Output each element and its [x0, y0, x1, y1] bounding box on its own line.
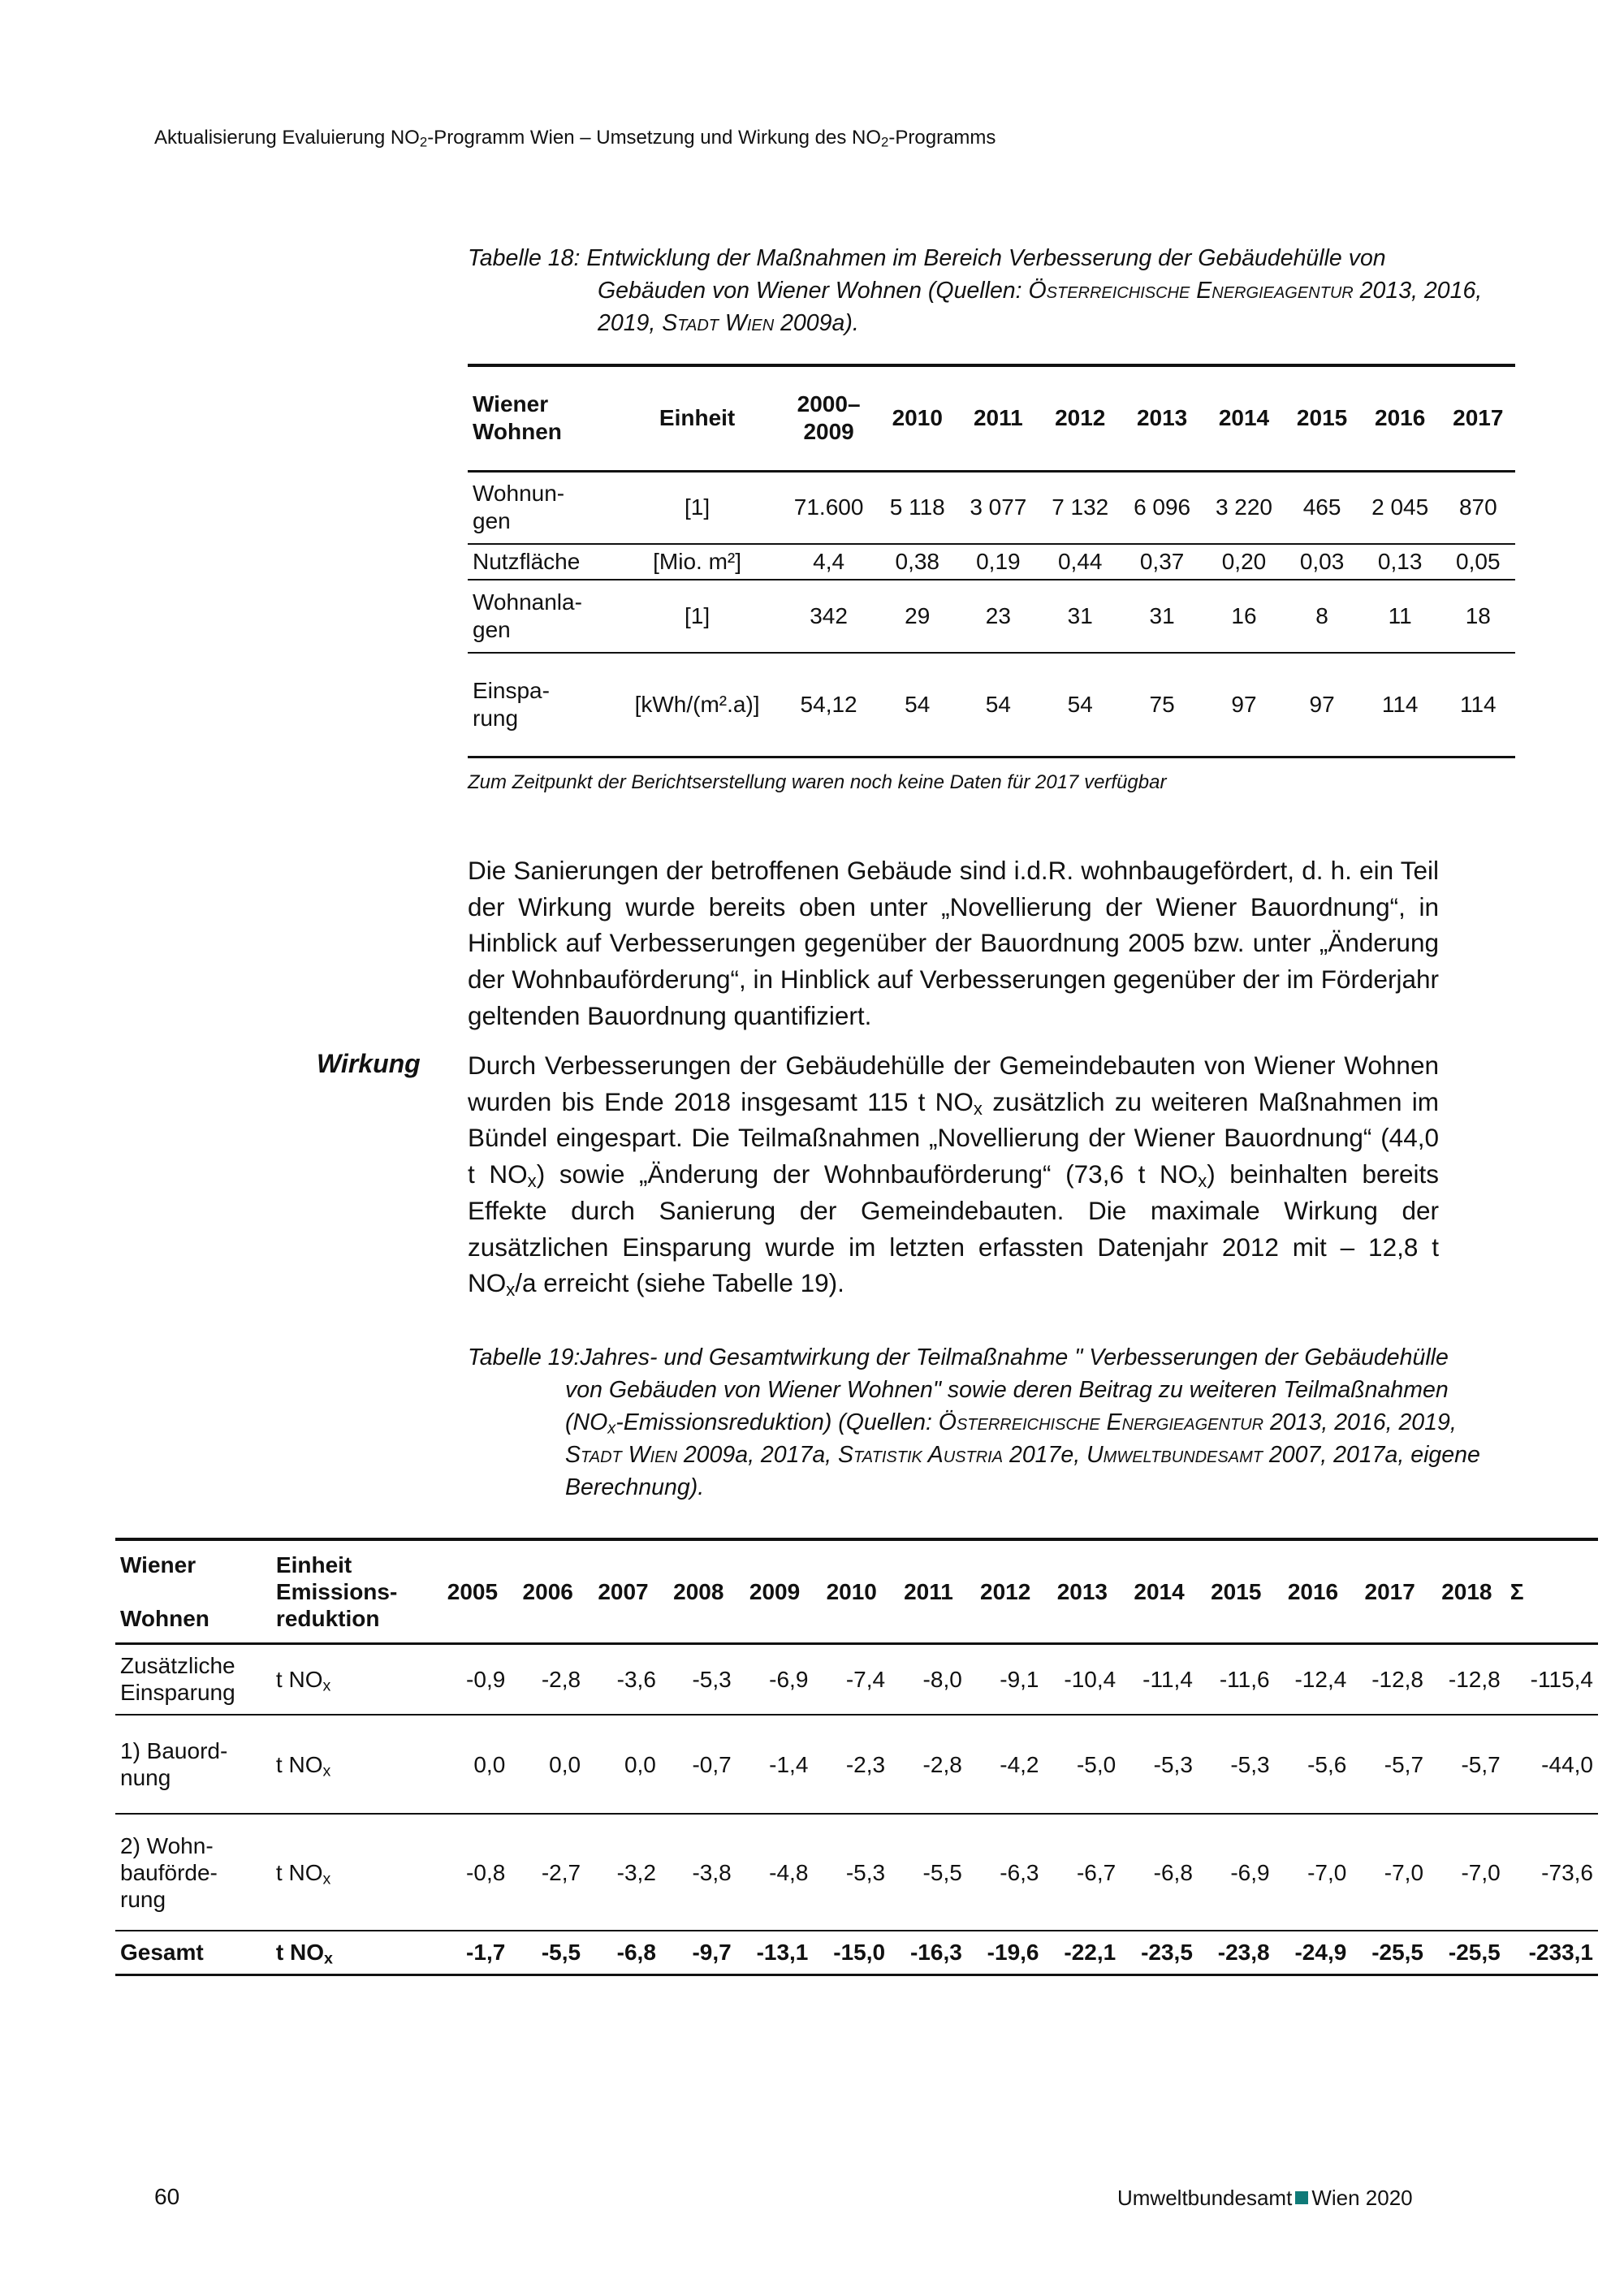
- table19-caption-source-2: Stadt Wien: [565, 1442, 677, 1468]
- table19-cell: -11,4: [1142, 1666, 1193, 1692]
- table18-cell: 54: [1067, 691, 1093, 717]
- table19-cell-sum: -233,1: [1528, 1940, 1593, 1966]
- table19-cell-sum: -115,4: [1530, 1666, 1593, 1692]
- table19-cell: -4,2: [1000, 1751, 1039, 1777]
- para2-sub: x: [1198, 1170, 1207, 1191]
- table19-cell: 0,0: [549, 1751, 581, 1777]
- table18-cell: 114: [1381, 691, 1419, 717]
- table19-caption-source-1: Österreichische Energieagentur: [938, 1409, 1264, 1435]
- table18-cell: 0,05: [1456, 549, 1501, 574]
- table19-cell: -12,4: [1294, 1666, 1347, 1692]
- side-label-wirkung: Wirkung: [317, 1049, 421, 1078]
- table18-head-period-line2: 2009: [803, 419, 854, 445]
- unit-text: t NO: [275, 1751, 323, 1777]
- table19-head-label-line1: Wiener: [120, 1552, 197, 1577]
- para2-text-b: zusätzlich zu weiteren Maßnahmen im Bündel eingespart. Die Teilmaßnahmen „Novellierung der Wiener Bauordnung“ (44,0 t NO: [468, 1086, 1439, 1189]
- row-label-line1: Zusätzliche: [120, 1653, 235, 1679]
- table19-cell: -9,7: [692, 1940, 732, 1966]
- table18-caption-label: Tabelle 18:: [468, 245, 581, 271]
- table18-row: [468, 653, 1515, 757]
- header-part-2: -Programm Wien – Umsetzung und Wirkung des NO: [427, 127, 882, 149]
- table19-cell: -7,4: [845, 1666, 886, 1692]
- table18-cell: 97: [1309, 691, 1335, 717]
- table18-cell-unit: [1]: [685, 494, 710, 520]
- row-label-line1: 2) Wohn-: [120, 1832, 214, 1858]
- table18-cell: 0,44: [1057, 549, 1103, 574]
- table19-cell: -6,7: [1076, 1859, 1116, 1885]
- row-label-line1: Einspa-: [473, 677, 550, 703]
- table19-head-year: 2013: [1056, 1578, 1108, 1604]
- table19-caption-f: 2007, 2017a, eigene Berechnung).: [565, 1442, 1480, 1500]
- paragraph-wirkung: [468, 1047, 1439, 1301]
- table19-cell: 0,0: [473, 1751, 506, 1777]
- table19: [115, 1538, 1598, 1976]
- table18-head-year: 2014: [1218, 405, 1270, 431]
- table19-cell: -9,1: [1000, 1666, 1039, 1692]
- header-sub-2: 2: [881, 134, 889, 150]
- table18-cell-period: 71.600: [793, 494, 864, 520]
- table19-cell: -2,8: [541, 1666, 581, 1692]
- table19-cell-unit: [271, 1931, 435, 1974]
- table18-cell: 97: [1231, 691, 1257, 717]
- table19-cell: -23,8: [1217, 1940, 1270, 1966]
- table18-cell: 0,19: [976, 549, 1021, 574]
- row-label-line2: gen: [473, 508, 511, 534]
- table19-head-year: 2009: [749, 1578, 801, 1604]
- para2-sub: x: [527, 1170, 537, 1191]
- header-part-3: -Programms: [888, 127, 996, 149]
- table19-cell: -1,7: [466, 1940, 506, 1966]
- table19-cell: -6,9: [1230, 1859, 1270, 1885]
- table19-cell: -3,6: [616, 1666, 656, 1692]
- table19-cell: -5,7: [1384, 1751, 1424, 1777]
- table19-caption-c: 2013, 2016, 2019,: [1263, 1409, 1457, 1435]
- table19-cell: -5,3: [1230, 1751, 1270, 1777]
- table19-cell: -12,8: [1371, 1666, 1424, 1692]
- table19-cell: -2,8: [922, 1751, 962, 1777]
- row-label-line2: bauförde-: [120, 1859, 218, 1885]
- table19-cell-unit: [271, 1814, 435, 1931]
- table18-cell: 0,03: [1299, 549, 1345, 574]
- table18-cell: 465: [1302, 494, 1341, 520]
- para2-text-d: ) beinhalten bereits Effekte durch Sanierung der Gemeindebauten. Die maximale Wirkung der zusätzlichen Einsparung wurde im letzten erfassten Datenjahr 2012 mit – 12,8 t NO: [468, 1159, 1440, 1298]
- table19-cell: -4,8: [769, 1859, 809, 1885]
- table18-cell-unit: [1]: [685, 603, 710, 628]
- table19-caption-source-4: Umweltbundesamt: [1086, 1442, 1263, 1468]
- table19-head-year: 2018: [1441, 1578, 1492, 1604]
- table19-cell: -7,0: [1307, 1859, 1347, 1885]
- para2-sub: x: [506, 1280, 516, 1301]
- table18-cell: 31: [1067, 603, 1093, 628]
- table19-cell: -6,8: [1153, 1859, 1193, 1885]
- table19-row: [115, 1814, 1598, 1931]
- footer-publisher: [1117, 2186, 1413, 2211]
- table19-row-label: Gesamt: [120, 1940, 204, 1966]
- table19-cell-unit: [271, 1643, 435, 1715]
- unit-text: t NO: [275, 1940, 325, 1966]
- table19-cell: -16,3: [909, 1940, 962, 1966]
- table18-header-row: [468, 365, 1515, 471]
- table19-cell: -23,5: [1141, 1940, 1193, 1966]
- row-label-line3: rung: [120, 1886, 166, 1912]
- table18-cell: 0,38: [895, 549, 939, 574]
- table19-caption-sub: x: [607, 1419, 616, 1438]
- table18-note: Zum Zeitpunkt der Berichtserstellung waren noch keine Daten für 2017 verfügbar: [468, 771, 1167, 793]
- table18: [468, 364, 1515, 758]
- table19-caption-d: 2009a, 2017a,: [676, 1442, 839, 1468]
- table19-cell: -25,5: [1448, 1940, 1501, 1966]
- table18-caption: [468, 242, 1491, 339]
- table19-row-label: [115, 1643, 271, 1715]
- table18-cell: 3 077: [970, 494, 1027, 520]
- table18-head-label-line1: Wiener: [473, 391, 549, 417]
- table18-cell: 16: [1231, 603, 1257, 628]
- table18-head-label: [468, 365, 615, 471]
- footer-place-year: Wien 2020: [1311, 2186, 1413, 2210]
- table18-cell-period: 4,4: [813, 549, 845, 574]
- table18-row-label: [468, 471, 615, 544]
- unit-sub: x: [322, 1677, 331, 1695]
- page-number: 60: [154, 2184, 180, 2209]
- table19-cell: -5,3: [1153, 1751, 1193, 1777]
- table19-cell: -5,3: [692, 1666, 732, 1692]
- table19-cell: -15,0: [833, 1940, 886, 1966]
- row-label-line1: Wohnanla-: [473, 589, 582, 615]
- table19-cell: -2,7: [541, 1859, 581, 1885]
- header-part-1: Aktualisierung Evaluierung NO: [154, 127, 420, 149]
- row-label-line2: nung: [120, 1765, 171, 1790]
- table19-cell: -22,1: [1064, 1940, 1116, 1966]
- footer-publisher-name: Umweltbundesamt: [1117, 2186, 1293, 2210]
- table18-cell: 54: [985, 691, 1011, 717]
- table19-cell: -5,5: [541, 1940, 581, 1966]
- table19-caption-b: -Emissionsreduktion) (Quellen:: [615, 1409, 939, 1435]
- table19-head-label-line2: Wohnen: [120, 1605, 209, 1631]
- table18-cell: 11: [1388, 603, 1412, 628]
- table19-cell: -12,8: [1448, 1666, 1501, 1692]
- table18-cell-unit: [Mio. m²]: [653, 549, 742, 574]
- table19-cell: -6,3: [1000, 1859, 1039, 1885]
- table19-cell: -3,8: [692, 1859, 732, 1885]
- table18-cell: 870: [1458, 494, 1497, 520]
- table19-head-unit-line3: reduktion: [275, 1605, 380, 1631]
- table19-header-row: [115, 1539, 1598, 1643]
- table18-head-label-line2: Wohnen: [473, 419, 562, 445]
- unit-sub: x: [322, 1869, 331, 1888]
- table19-head-year: 2017: [1364, 1578, 1415, 1604]
- table18-cell-unit: [kWh/(m².a)]: [634, 691, 760, 717]
- table18-head-unit: Einheit: [659, 405, 736, 431]
- table19-cell: -8,0: [922, 1666, 962, 1692]
- unit-sub: x: [322, 1761, 331, 1780]
- table18-cell: 23: [985, 603, 1011, 628]
- table18-caption-c: 2009a).: [774, 310, 859, 336]
- table18-head-year: 2015: [1296, 405, 1348, 431]
- table19-row-label: [115, 1715, 271, 1814]
- table19-row-label: [115, 1814, 271, 1931]
- table18-cell: 54: [905, 691, 931, 717]
- row-label-line2: Einsparung: [120, 1680, 235, 1706]
- para2-text-e: /a erreicht (siehe Tabelle 19).: [515, 1268, 844, 1298]
- row-label-line1: Wohnun-: [473, 481, 565, 507]
- table18-cell: 18: [1465, 603, 1491, 628]
- table18-cell: 0,37: [1139, 549, 1185, 574]
- table18-head-year: 2016: [1375, 405, 1426, 431]
- row-label-line2: gen: [473, 617, 511, 642]
- table19-cell-unit: [271, 1715, 435, 1814]
- table18-row-label: Nutzfläche: [473, 549, 581, 574]
- table18-head-year: 2010: [892, 405, 943, 431]
- table19-cell: -5,3: [845, 1859, 886, 1885]
- table19-head-year: 2005: [447, 1578, 499, 1604]
- table19-cell: -6,8: [616, 1940, 656, 1966]
- table18-row-label: [468, 653, 615, 757]
- table19-cell: -5,6: [1307, 1751, 1347, 1777]
- table19-head-label: [115, 1539, 271, 1643]
- table18-cell: 5 118: [889, 494, 945, 520]
- table18-cell: 3 220: [1215, 494, 1273, 520]
- table19-head-year: 2008: [673, 1578, 724, 1604]
- table18-row: [468, 544, 1515, 580]
- row-label-line2: rung: [473, 705, 519, 731]
- table19-head-year: 2014: [1134, 1578, 1185, 1604]
- table19-head-year: 2010: [826, 1578, 877, 1604]
- table18-cell: 6 096: [1134, 494, 1191, 520]
- table19-cell: -7,0: [1461, 1859, 1501, 1885]
- table19-cell: -24,9: [1294, 1940, 1347, 1966]
- table18-row: [468, 471, 1515, 544]
- table19-caption-e: 2017e,: [1003, 1442, 1087, 1468]
- table18-head-year: 2017: [1453, 405, 1504, 431]
- para2-sub: x: [973, 1098, 983, 1119]
- unit-text: t NO: [275, 1859, 323, 1885]
- table19-cell: -10,4: [1064, 1666, 1116, 1692]
- table18-caption-b: 2013, 2016, 2019,: [598, 278, 1483, 336]
- table19-head-year: 2012: [980, 1578, 1031, 1604]
- table18-cell: 114: [1459, 691, 1497, 717]
- table19-cell: -11,6: [1219, 1666, 1270, 1692]
- square-bullet-icon: [1295, 2191, 1308, 2204]
- table18-head-period: [780, 365, 878, 471]
- table19-cell: -5,0: [1076, 1751, 1116, 1777]
- table18-caption-source-2: Stadt Wien: [662, 310, 775, 336]
- table18-row: [468, 580, 1515, 653]
- table19-cell-sum: -44,0: [1541, 1751, 1593, 1777]
- table18-cell: 0,13: [1377, 549, 1423, 574]
- table18-caption-source-1: Österreichische Energieagentur: [1028, 278, 1354, 304]
- table19-cell: -19,6: [987, 1940, 1039, 1966]
- table18-head-year: 2012: [1055, 405, 1106, 431]
- table18-cell: 8: [1315, 603, 1328, 628]
- table18-cell: 0,20: [1221, 549, 1267, 574]
- table19-cell: -6,9: [769, 1666, 809, 1692]
- table19-cell-sum: -73,6: [1541, 1859, 1593, 1885]
- table18-cell: 29: [905, 603, 931, 628]
- table19-head-unit-line1: Einheit: [275, 1552, 352, 1577]
- paragraph-renovation: Die Sanierungen der betroffenen Gebäude sind i.d.R. wohnbaugefördert, d. h. ein Teil der Wirkung wurde bereits oben unter „Novellierung der Wiener Bauordnung“, in Hinblick auf Verbesserungen gegenüber der Bauordnung 2005 bzw. unter „Änderung der Wohnbauförderung“, in Hinblick auf Verbesserungen gegenüber der im Förderjahr geltenden Bauordnung quantifiziert.: [468, 856, 1439, 1030]
- table19-total-row: [115, 1931, 1598, 1974]
- table18-cell: 31: [1149, 603, 1175, 628]
- table18-cell-period: 342: [810, 603, 848, 628]
- table19-cell: -5,7: [1461, 1751, 1501, 1777]
- para2-text-c: ) sowie „Änderung der Wohnbauförderung“ (73,6 t NO: [536, 1159, 1199, 1189]
- table19-cell: -7,0: [1384, 1859, 1424, 1885]
- table19-cell: -5,5: [922, 1859, 962, 1885]
- table18-cell: 7 132: [1052, 494, 1109, 520]
- table19-head-year: 2011: [904, 1578, 953, 1604]
- table19-cell: -0,9: [466, 1666, 506, 1692]
- running-header: [154, 127, 996, 149]
- table19-row: [115, 1715, 1598, 1814]
- table18-caption-a: Entwicklung der Maßnahmen im Bereich Verbesserung der Gebäudehülle von Gebäuden von Wiener Wohnen (Quellen:: [586, 245, 1386, 304]
- table18-cell-period: 54,12: [800, 691, 857, 717]
- table18-head-period-line1: 2000–: [797, 391, 861, 417]
- table19-head-unit: [271, 1539, 435, 1643]
- unit-text: t NO: [275, 1666, 323, 1692]
- table19-head-year: 2006: [522, 1578, 573, 1604]
- table19-cell: -3,2: [616, 1859, 656, 1885]
- row-label-line1: 1) Bauord-: [120, 1738, 228, 1763]
- table19-cell: -1,4: [769, 1751, 809, 1777]
- header-sub-1: 2: [419, 134, 428, 150]
- table18-row-label: [468, 580, 615, 653]
- table18-cell: 2 045: [1371, 494, 1429, 520]
- unit-sub: x: [324, 1949, 333, 1968]
- table19-cell: -2,3: [845, 1751, 886, 1777]
- table19-head-sum: Σ: [1510, 1578, 1524, 1604]
- table19-row: [115, 1643, 1598, 1715]
- table19-cell: -25,5: [1371, 1940, 1424, 1966]
- table19-caption-label: Tabelle 19:: [468, 1344, 581, 1370]
- table19-head-year: 2016: [1287, 1578, 1339, 1604]
- table19-head-year: 2015: [1211, 1578, 1262, 1604]
- table19-caption: [468, 1341, 1491, 1504]
- table19-cell: -13,1: [756, 1940, 809, 1966]
- para2-text-a: Durch Verbesserungen der Gebäudehülle der Gemeindebauten von Wiener Wohnen wurden bis Ende 2018 insgesamt 115 t NO: [468, 1051, 1439, 1116]
- table19-cell: -0,7: [692, 1751, 732, 1777]
- table19-cell: 0,0: [624, 1751, 656, 1777]
- table19-head-year: 2007: [598, 1578, 649, 1604]
- table19-head-unit-line2: Emissions-: [275, 1578, 398, 1604]
- table19-caption-source-3: Statistik Austria: [838, 1442, 1004, 1468]
- table19-caption-a: Jahres- und Gesamtwirkung der Teilmaßnahme " Verbesserungen der Gebäudehülle von Gebäuden von Wiener Wohnen" sowie deren Beitrag zu weiteren Teilmaßnahmen (NO: [565, 1344, 1449, 1435]
- table18-head-year: 2013: [1136, 405, 1188, 431]
- table19-cell: -0,8: [466, 1859, 506, 1885]
- table18-head-year: 2011: [973, 405, 1023, 431]
- table18-cell: 75: [1149, 691, 1175, 717]
